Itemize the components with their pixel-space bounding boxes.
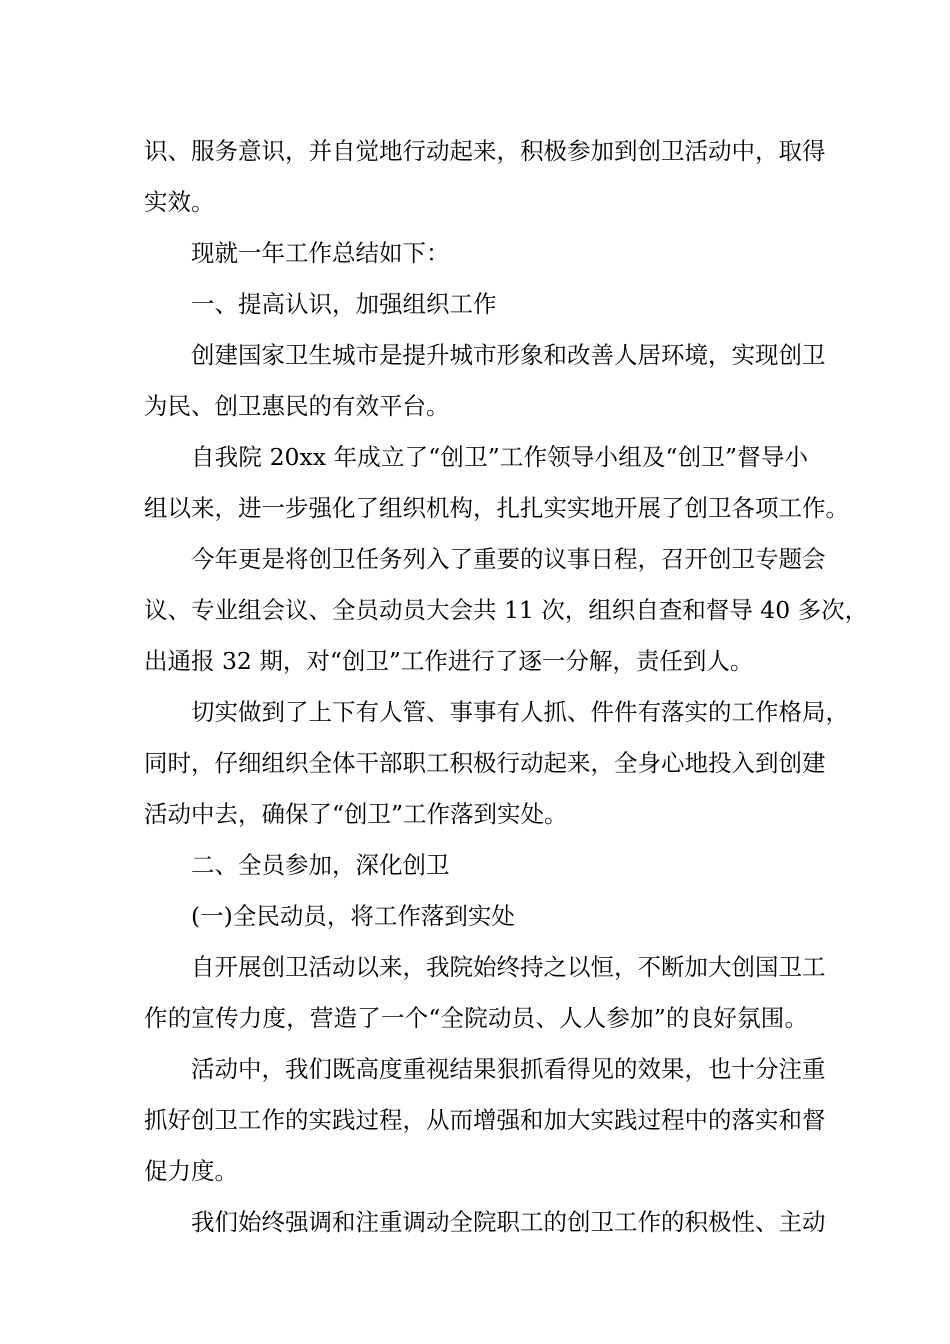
text-line: 活动中，我们既高度重视结果狠抓看得见的效果，也十分注重 [191,1055,826,1083]
text-line: 我们始终强调和注重调动全院职工的创卫工作的积极性、主动 [191,1208,826,1236]
subsection-heading: (一)全民动员，将工作落到实处 [191,902,515,930]
text-line: 实效。 [144,188,215,216]
text-line: 议、专业组会议、全员动员大会共 11 次，组织自查和督导 40 多次， [144,596,869,624]
text-line: 组以来，进一步强化了组织机构，扎扎实实地开展了创卫各项工作。 [144,494,849,522]
text-line: 抓好创卫工作的实践过程，从而增强和加大实践过程中的落实和督 [144,1106,826,1134]
text-line: 今年更是将创卫任务列入了重要的议事日程，召开创卫专题会 [191,545,826,573]
text-line: 同时，仔细组织全体干部职工积极行动起来，全身心地投入到创建 [144,749,826,777]
text-line: 作的宣传力度，营造了一个“全院动员、人人参加”的良好氛围。 [144,1004,808,1032]
section-heading: 二、全员参加，深化创卫 [191,851,450,879]
text-line: 创建国家卫生城市是提升城市形象和改善人居环境，实现创卫 [191,341,826,369]
text-line: 切实做到了上下有人管、事事有人抓、件件有落实的工作格局， [191,698,849,726]
text-line: 活动中去，确保了“创卫”工作落到实处。 [144,800,568,828]
text-line: 为民、创卫惠民的有效平台。 [144,392,450,420]
text-line: 促力度。 [144,1157,238,1185]
text-line: 现就一年工作总结如下： [191,239,450,267]
section-heading: 一、提高认识，加强组织工作 [191,290,497,318]
text-line: 自我院 20xx 年成立了“创卫”工作领导小组及“创卫”督导小 [191,443,808,471]
text-line: 自开展创卫活动以来，我院始终持之以恒，不断加大创国卫工 [191,953,826,981]
text-line: 识、服务意识，并自觉地行动起来，积极参加到创卫活动中，取得 [144,137,826,165]
text-line: 出通报 32 期，对“创卫”工作进行了逐一分解，责任到人。 [144,647,754,675]
